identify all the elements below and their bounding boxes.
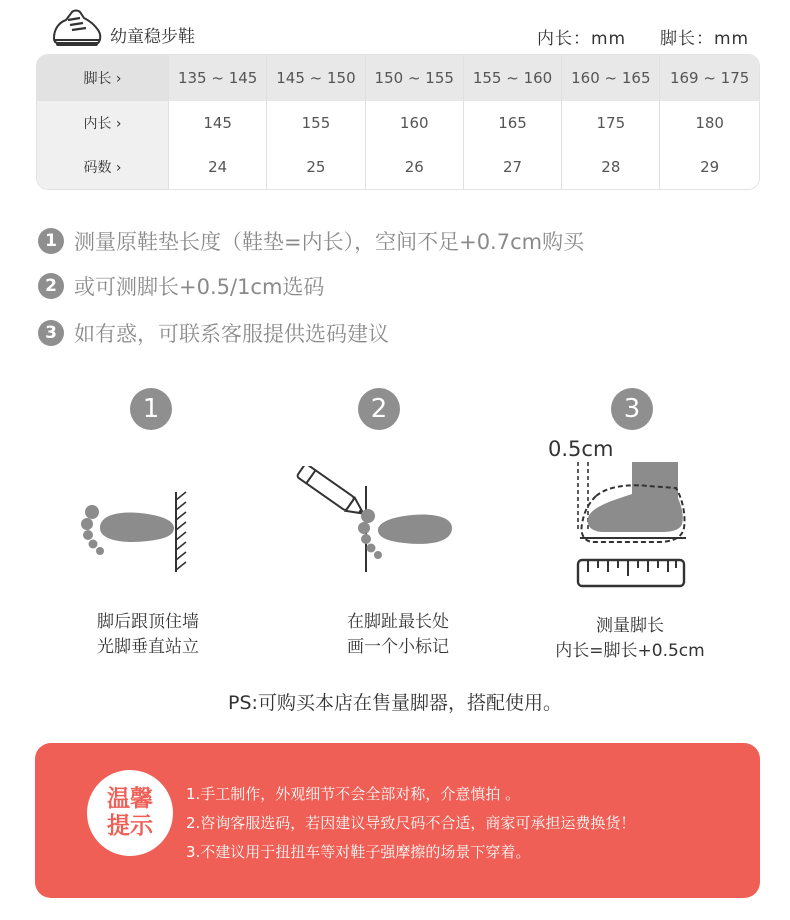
caption-line: 光脚垂直站立 [97,637,199,657]
tip-text: 测量原鞋垫长度（鞋垫=内长），空间不足+0.7cm购买 [74,230,585,254]
caption-line: 测量脚长 [596,616,664,636]
caption-line: 内长=脚长+0.5cm [555,641,705,661]
table-cell: 160 [366,101,464,145]
brand-title: 幼童稳步鞋 [110,27,195,47]
size-table [36,54,760,190]
tip-item [38,271,324,301]
table-cell: 26 [366,145,464,189]
notice-line: 2.咨询客服选码，若因建议导致尺码不合适，商家可承担运费换货！ [186,814,636,832]
table-row-inner-length [37,101,759,146]
row-header: 内长 › [37,101,169,145]
notice-line: 1.手工制作，外观细节不会全部对称，介意慎拍 。 [186,785,521,803]
notice-list [186,780,635,867]
table-cell: 27 [464,145,562,189]
measure-label: 0.5cm [548,437,614,461]
step-caption [68,610,228,660]
step-number-badge: 3 [611,388,653,430]
caption-line: 在脚趾最长处 [347,612,449,632]
table-cell: 145 ~ 150 [267,55,365,101]
unit-foot-label: 脚长：mm [660,29,750,49]
table-cell: 155 [267,101,365,145]
notice-line: 3.不建议用于扭扭车等对鞋子强摩擦的场景下穿着。 [186,843,531,861]
tip-item [38,226,584,256]
shoe-logo-icon [50,6,104,50]
tip-item [38,318,389,348]
table-cell: 169 ~ 175 [669,69,750,87]
step-caption [318,610,478,660]
notice-badge-line: 温馨 [107,786,153,812]
table-cell: 28 [562,145,660,189]
table-cell: 25 [267,145,365,189]
table-cell: 150 ~ 155 [366,55,464,101]
table-cell: 29 [700,158,720,176]
foot-icon [78,488,198,576]
tip-number-badge: 3 [38,320,64,346]
tip-number-badge: 2 [38,273,64,299]
unit-inner-label: 内长：mm [537,29,627,49]
row-header: 脚长 › [37,55,169,101]
step-number-badge: 2 [358,388,400,430]
tip-text: 或可测脚长+0.5/1cm选码 [74,275,325,299]
header [0,0,790,52]
table-cell: 160 ~ 165 [562,55,660,101]
caption-line: 画一个小标记 [347,637,449,657]
step-number-badge: 1 [130,388,172,430]
tip-text: 如有惑，可联系客服提供选码建议 [74,322,389,346]
table-row-size [37,145,759,189]
row-header: 码数 › [37,145,169,189]
ps-note: PS:可购买本店在售量脚器，搭配使用。 [228,692,562,714]
table-row-foot-length [37,55,759,101]
caption-line: 脚后跟顶住墙 [97,612,199,632]
table-cell: 175 [562,101,660,145]
table-cell: 145 [169,101,267,145]
table-cell: 135 ~ 145 [169,55,267,101]
notice-badge-line: 提示 [107,813,153,839]
table-cell: 155 ~ 160 [464,55,562,101]
pencil-icon [294,466,464,576]
table-cell: 24 [169,145,267,189]
measure-foot-icon [568,458,698,592]
tip-number-badge: 1 [38,228,64,254]
notice-badge [87,770,173,856]
table-cell: 180 [695,114,724,132]
table-cell: 165 [464,101,562,145]
step-caption [540,614,720,664]
